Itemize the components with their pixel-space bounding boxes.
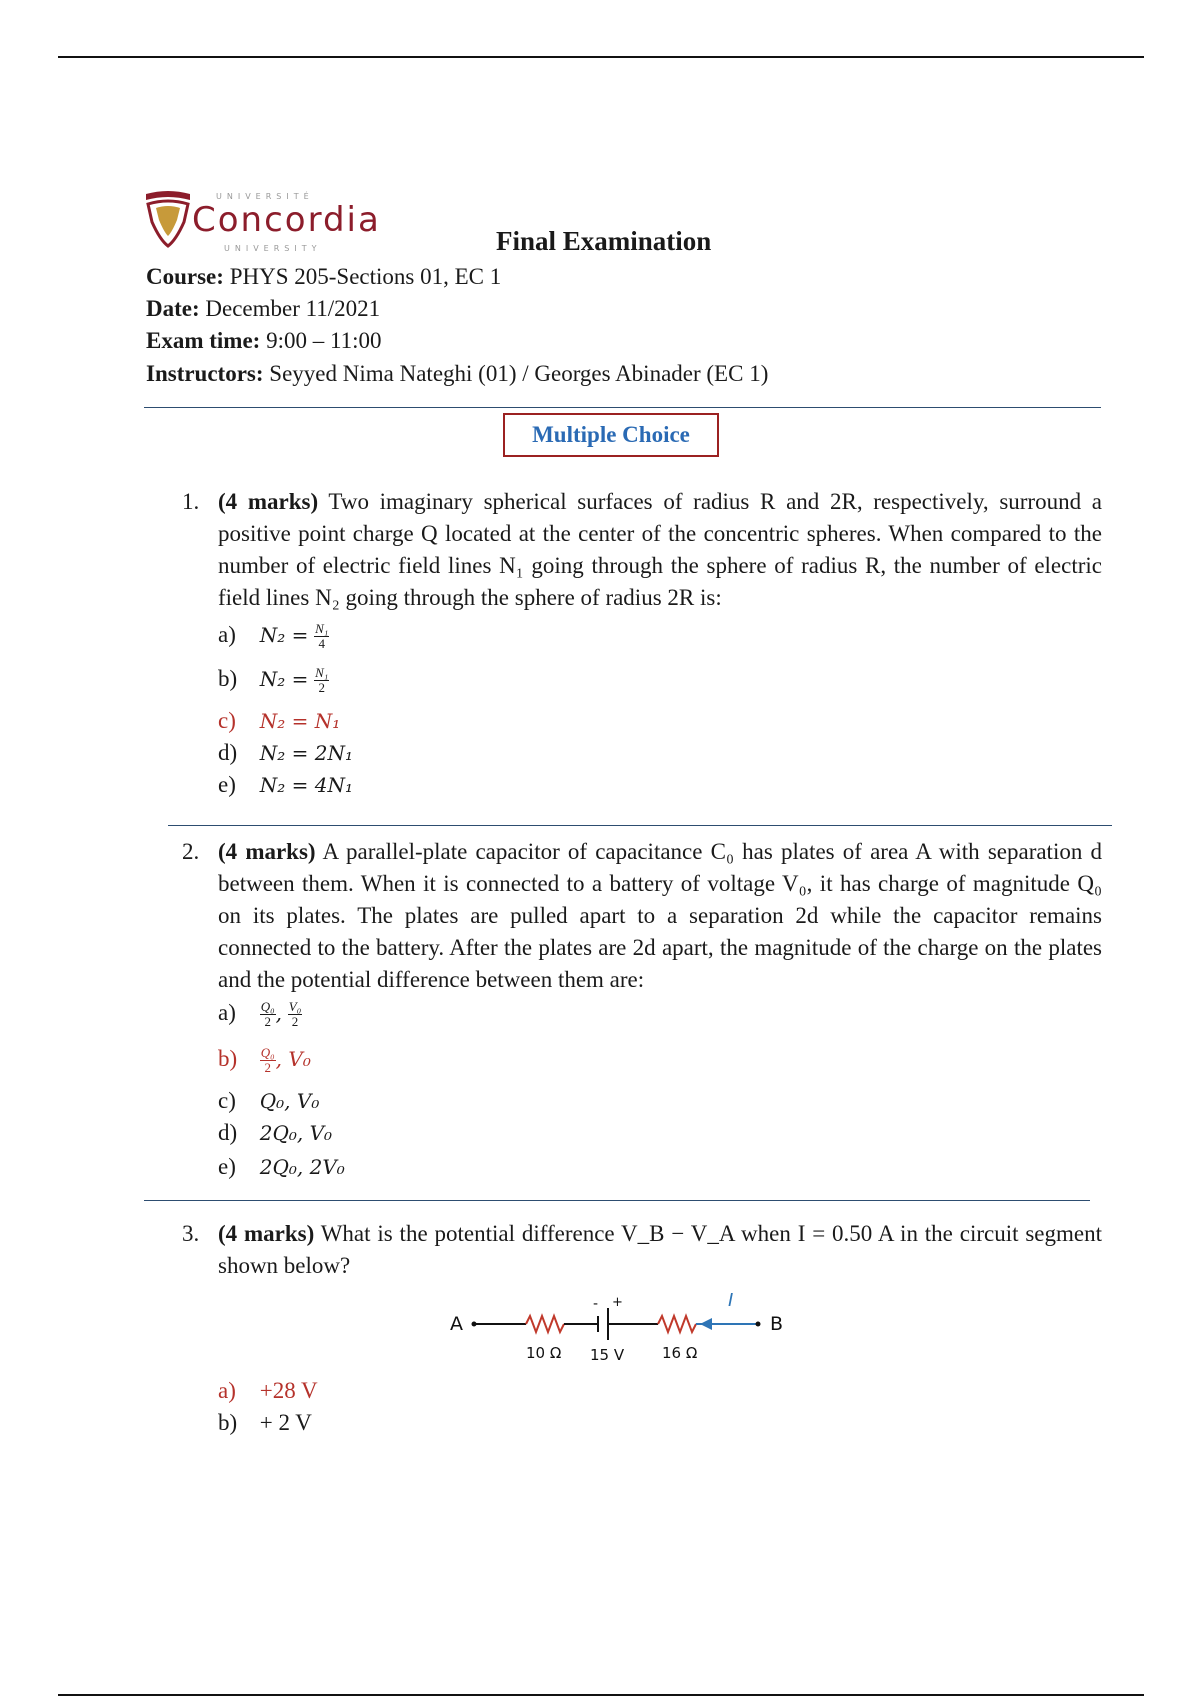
node-b-terminal: [756, 1322, 761, 1327]
question-marks: (4 marks): [218, 1221, 315, 1246]
q1-option-e[interactable]: [218, 772, 353, 798]
resistor-10-ohm: [526, 1316, 564, 1332]
logo-universite-text: UNIVERSITÉ: [216, 192, 314, 201]
q2-option-d[interactable]: [218, 1120, 332, 1146]
option-label: d): [218, 740, 238, 765]
logo-university-text: UNIVERSITY: [224, 244, 322, 253]
option-label: b): [218, 1410, 238, 1435]
question-3: [182, 1218, 1102, 1282]
instructors-line: [146, 361, 768, 387]
q1-option-a[interactable]: [218, 622, 329, 651]
question-number: 2.: [182, 839, 200, 864]
option-label: c): [218, 1088, 236, 1113]
q2-option-e[interactable]: [218, 1154, 345, 1180]
option-expression: 2Q₀, V₀: [259, 1121, 333, 1145]
q1-option-b[interactable]: [218, 666, 329, 695]
option-expression-rest: , V₀: [275, 1047, 311, 1071]
option-label: d): [218, 1120, 238, 1145]
question-divider: [168, 825, 1112, 826]
current-arrow-icon: [700, 1318, 712, 1330]
logo-wordmark: Concordia: [192, 200, 381, 240]
bottom-rule: [58, 1694, 1144, 1696]
question-number: 1.: [182, 489, 200, 514]
concordia-logo: [144, 190, 384, 256]
option-label: a): [218, 1378, 236, 1403]
resistor-2-value: 16 Ω: [662, 1344, 698, 1362]
question-2: [182, 836, 1102, 996]
option-label: b): [218, 666, 238, 691]
instructors-label: Instructors:: [146, 361, 264, 386]
option-lhs: N₂ =: [259, 667, 309, 691]
question-1: [182, 486, 1102, 614]
date-label: Date:: [146, 296, 200, 321]
option-label: c): [218, 708, 236, 733]
q2-option-a[interactable]: [218, 1000, 302, 1029]
exam-title: Final Examination: [496, 226, 712, 256]
option-lhs: N₂ =: [259, 623, 309, 647]
course-value: PHYS 205-Sections 01, EC 1: [229, 264, 502, 289]
node-b-label: B: [770, 1313, 784, 1335]
option-label: b): [218, 1046, 238, 1071]
header-divider: [144, 407, 1101, 408]
option-label: e): [218, 1154, 236, 1179]
circuit-diagram: [440, 1286, 800, 1366]
fraction-numerator: N₁: [315, 665, 329, 681]
fraction-numerator: Q₀: [260, 999, 275, 1015]
fraction-numerator: V₀: [288, 999, 302, 1015]
option-label: a): [218, 1000, 236, 1025]
q2-option-b-correct[interactable]: [218, 1046, 311, 1075]
question-text: Two imaginary spherical surfaces of radius R and 2R, respectively, surround a positive point charge Q located at the center of the concentric spheres. When compared to the number of electric field lines N₁ going through the sphere of radius R, the number of electric field lines N₂ going through the sphere of radius 2R is:: [218, 489, 1102, 610]
q3-option-a-correct[interactable]: [218, 1378, 318, 1404]
option-expression: N₂ = 4N₁: [259, 773, 353, 797]
q3-option-b[interactable]: [218, 1410, 312, 1436]
time-value: 9:00 – 11:00: [266, 328, 382, 353]
fraction-separator: ,: [275, 1001, 283, 1025]
fraction-numerator: N₁: [315, 621, 329, 637]
battery-value: 15 V: [590, 1346, 625, 1364]
time-label: Exam time:: [146, 328, 261, 353]
date-value: December 11/2021: [205, 296, 381, 321]
question-number: 3.: [182, 1221, 200, 1246]
time-line: [146, 328, 382, 354]
resistor-1-value: 10 Ω: [526, 1344, 562, 1362]
option-label: a): [218, 622, 236, 647]
section-title-box: [503, 413, 719, 457]
fraction-denominator: 2: [264, 1060, 271, 1076]
q1-option-d[interactable]: [218, 740, 353, 766]
question-text: What is the potential difference V_B − V_A when I = 0.50 A in the circuit segment shown below?: [218, 1221, 1102, 1278]
resistor-16-ohm: [658, 1316, 696, 1332]
option-expression: N₂ = 2N₁: [259, 741, 353, 765]
course-label: Course:: [146, 264, 224, 289]
question-divider: [144, 1200, 1090, 1201]
fraction-numerator: Q₀: [260, 1045, 275, 1061]
fraction-denominator: 2: [291, 1014, 299, 1030]
shield-icon: [144, 190, 192, 250]
question-text: A parallel-plate capacitor of capacitance C₀ has plates of area A with separation d between them. When it is connected to a battery of voltage V₀, it has charge of magnitude Q₀ on its plates. The plates are pulled apart to a separation 2d while the capacitor remains connected to the battery. After the plates are 2d apart, the magnitude of the charge on the plates and the potential difference between them are:: [218, 839, 1102, 992]
instructors-value: Seyyed Nima Nateghi (01) / Georges Abinader (EC 1): [269, 361, 769, 386]
option-label: e): [218, 772, 236, 797]
question-marks: (4 marks): [218, 489, 319, 514]
section-title: Multiple Choice: [532, 422, 690, 447]
fraction-denominator: 4: [318, 636, 325, 652]
question-marks: (4 marks): [218, 839, 316, 864]
option-expression: Q₀, V₀: [259, 1089, 320, 1113]
option-expression: +28 V: [259, 1378, 318, 1403]
top-rule: [58, 56, 1144, 58]
node-a-label: A: [450, 1313, 463, 1335]
course-line: [146, 264, 501, 290]
date-line: [146, 296, 380, 322]
option-expression: + 2 V: [259, 1410, 312, 1435]
battery-minus-sign: -: [593, 1296, 599, 1312]
q2-option-c[interactable]: [218, 1088, 319, 1114]
battery-plus-sign: +: [612, 1295, 623, 1310]
option-expression: 2Q₀, 2V₀: [259, 1155, 345, 1179]
fraction-denominator: 2: [264, 1014, 271, 1030]
q1-option-c-correct[interactable]: [218, 708, 340, 734]
current-label: I: [728, 1290, 734, 1311]
fraction-denominator: 2: [318, 680, 325, 696]
option-expression: N₂ = N₁: [259, 709, 341, 733]
